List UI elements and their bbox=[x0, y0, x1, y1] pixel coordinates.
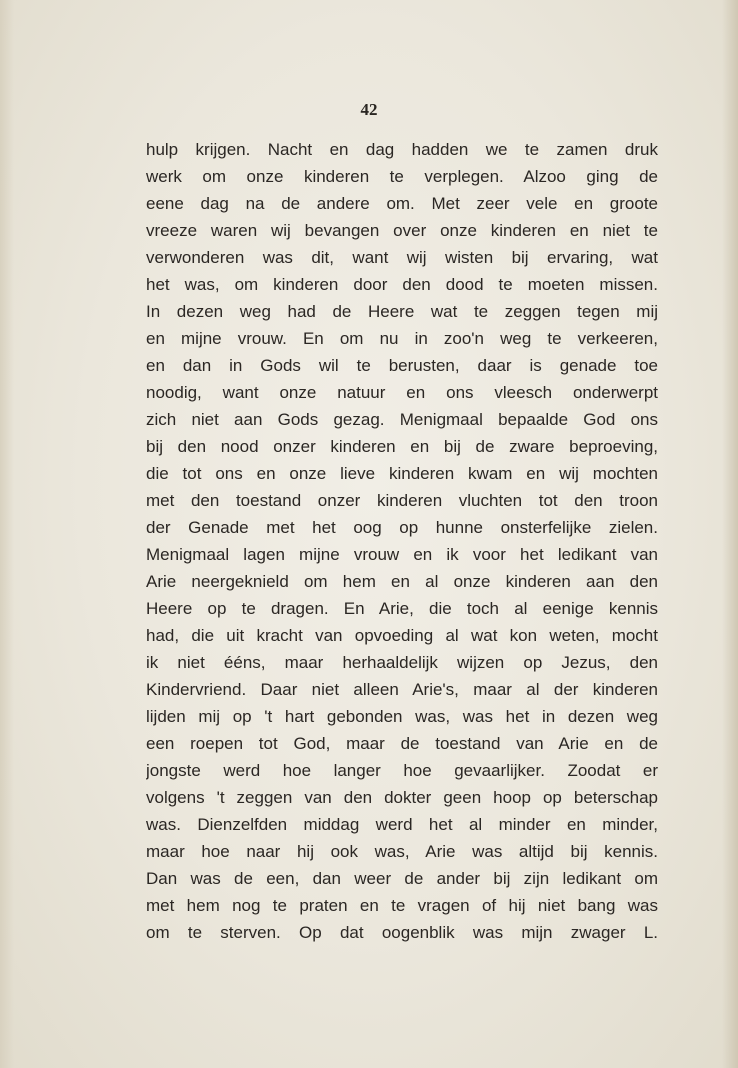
text-line: een roepen tot God, maar de toestand van Arie en de bbox=[146, 734, 658, 753]
text-line: Heere op te dragen. En Arie, die toch al eenige kennis bbox=[146, 599, 658, 618]
page-edge-left bbox=[0, 0, 14, 1068]
text-line: noodig, want onze natuur en ons vleesch onderwerpt bbox=[146, 383, 658, 402]
text-line: Arie neergeknield om hem en al onze kinderen aan den bbox=[146, 572, 658, 591]
text-line: en mijne vrouw. En om nu in zoo'n weg te verkeeren, bbox=[146, 329, 658, 348]
text-line: eene dag na de andere om. Met zeer vele en groote bbox=[146, 194, 658, 213]
text-line: hulp krijgen. Nacht en dag hadden we te zamen druk bbox=[146, 140, 658, 159]
text-line: met den toestand onzer kinderen vluchten tot den troon bbox=[146, 491, 658, 510]
text-line: Dan was de een, dan weer de ander bij zijn ledikant om bbox=[146, 869, 658, 888]
text-line: was. Dienzelfden middag werd het al minder en minder, bbox=[146, 815, 658, 834]
text-line: vreeze waren wij bevangen over onze kinderen en niet te bbox=[146, 221, 658, 240]
page-number: 42 bbox=[360, 100, 378, 119]
text-line: volgens 't zeggen van den dokter geen hoop op beterschap bbox=[146, 788, 658, 807]
text-line: In dezen weg had de Heere wat te zeggen tegen mij bbox=[146, 302, 658, 321]
text-line: zich niet aan Gods gezag. Menigmaal bepaalde God ons bbox=[146, 410, 658, 429]
text-line: verwonderen was dit, want wij wisten bij ervaring, wat bbox=[146, 248, 658, 267]
text-line: bij den nood onzer kinderen en bij de zware beproeving, bbox=[146, 437, 658, 456]
text-line: Kindervriend. Daar niet alleen Arie's, maar al der kinderen bbox=[146, 680, 658, 699]
text-line: die tot ons en onze lieve kinderen kwam en wij mochten bbox=[146, 464, 658, 483]
text-line: jongste werd hoe langer hoe gevaarlijker. Zoodat er bbox=[146, 761, 658, 780]
text-line: der Genade met het oog op hunne onsterfelijke zielen. bbox=[146, 518, 658, 537]
text-line: werk om onze kinderen te verplegen. Alzoo ging de bbox=[146, 167, 658, 186]
text-line: had, die uit kracht van opvoeding al wat kon weten, mocht bbox=[146, 626, 658, 645]
text-line: lijden mij op 't hart gebonden was, was het in dezen weg bbox=[146, 707, 658, 726]
text-line: om te sterven. Op dat oogenblik was mijn zwager L. bbox=[146, 923, 658, 942]
text-line: maar hoe naar hij ook was, Arie was altijd bij kennis. bbox=[146, 842, 658, 861]
text-line: ik niet ééns, maar herhaaldelijk wijzen op Jezus, den bbox=[146, 653, 658, 672]
text-line: het was, om kinderen door den dood te moeten missen. bbox=[146, 275, 658, 294]
text-line: Menigmaal lagen mijne vrouw en ik voor het ledikant van bbox=[146, 545, 658, 564]
text-line: met hem nog te praten en te vragen of hij niet bang was bbox=[146, 896, 658, 915]
text-line: en dan in Gods wil te berusten, daar is genade toe bbox=[146, 356, 658, 375]
body-text bbox=[146, 136, 658, 946]
page-edge-right bbox=[722, 0, 738, 1068]
